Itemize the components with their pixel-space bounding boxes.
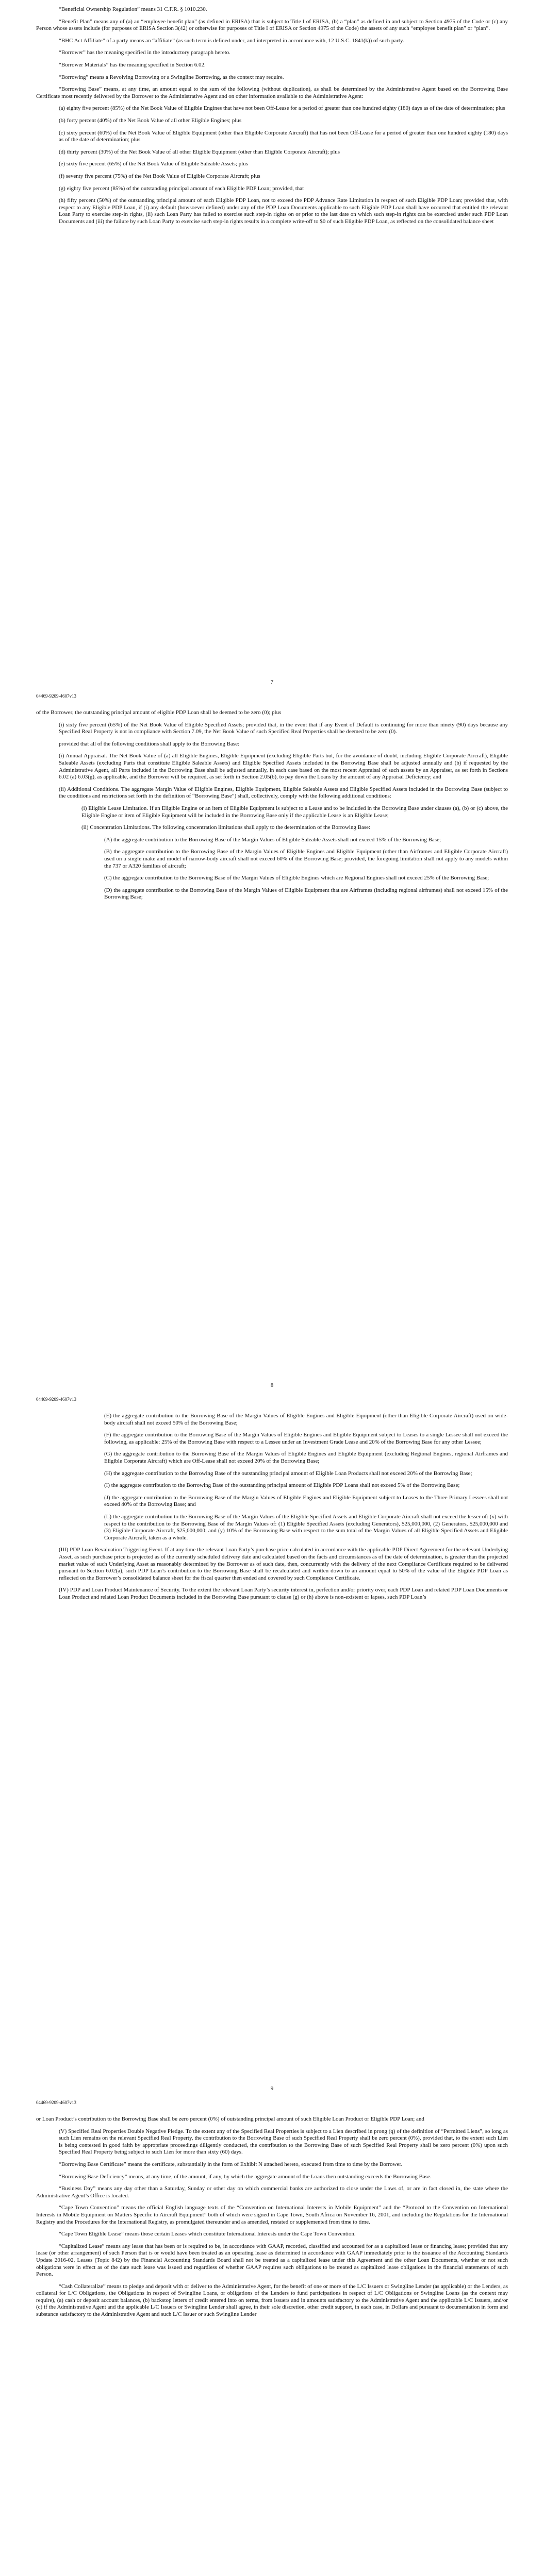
concentration-item-c: (C) the aggregate contribution to the Borrowing Base of the Margin Values of Eligible Engines which are Regional Engines shall not exceed 25% of the Borrowing Base;: [104, 875, 489, 882]
definition-borrowing-base: “Borrowing Base” means, at any time, an amount equal to the sum of the following (without duplication), as shall be determined by the Administrative Agent based on the Borrowing Base Certificate most recently delivered by the Borrower to the Administrative Agent and on other information available to the Administrative Agent:: [36, 86, 508, 99]
concentration-item-j: (J) the aggregate contribution to the Borrowing Base of the Margin Values of Eligible Engines and Eligible Equipment subject to Leases to the Three Primary Lessees shall not exceed 40% of the Borrowing Base; and: [104, 1494, 508, 1508]
page-number: 9: [270, 2086, 274, 2092]
borrowing-base-clause-b: (b) forty percent (40%) of the Net Book Value of all other Eligible Engines; plus: [59, 117, 242, 124]
definition-capitalized-lease: “Capitalized Lease” means any lease that has been or is required to be, in accordance with GAAP, recorded, classified and accounted for as a capitalized lease or financing lease; provided that any lease (or other arrangement) of such Person that is or would have been treated as an operating lease as determined in accordance with GAAP immediately prior to the issuance of the Accounting Standards Update 2016-02, Leases (Topic 842) by the Financial Accounting Standards Board shall not be treated as a capitalized lease under this Agreement and the other Loan Documents, whether or not such obligations were in effect as of the date such lease was issued and regardless of whether GAAP requires such obligations to be treated as capitalized lease obligations in the financial statements of such Person.: [36, 2243, 508, 2278]
pdp-loan-revaluation-triggering-event: (III) PDP Loan Revaluation Triggering Event. If at any time the relevant Loan Party’s purchase price calculated in accordance with the applicable PDP Direct Agreement for the relevant Underlying Asset, as such purchase price is projected as of the currently scheduled delivery date and calculated based on the facts and circumstances as of the date of determination, is greater than the projected market value of such Underlying Asset as reasonably determined by the Borrower as of such date, then, concurrently with the delivery of the next Compliance Certificate required to be delivered pursuant to Section 6.02(a), such PDP Loan’s contribution to the Borrowing Base shall be recalculated and written down to an amount equal to 50% of the value of the Eligible PDP Loan as reflected on the Borrower’s consolidated balance sheet for the fiscal quarter then ended and covered by such Compliance Certificate.: [59, 1547, 508, 1581]
definition-business-day: “Business Day” means any day other than a Saturday, Sunday or other day on which commercial banks are authorized to close under the Laws of, or are in fact closed in, the state where the Administrative Agent’s Office is located.: [36, 2185, 508, 2199]
borrowing-base-clause-d: (d) thirty percent (30%) of the Net Book Value of all other Eligible Equipment (other than Eligible Corporate Aircraft); plus: [59, 148, 340, 155]
concentration-item-h: (H) the aggregate contribution to the Borrowing Base of the outstanding principal amount of Eligible Loan Products shall not exceed 20% of the Borrowing Base;: [104, 1470, 472, 1477]
concentration-item-f: (F) the aggregate contribution to the Borrowing Base of the Margin Values of Eligible Engines and Eligible Equipment subject to Leases to a single Lessee shall not exceed the following, as applicable: 25% of the Borrowing Base with respect to a Lessee under an Investment Grade Lease and 20% of the Borrowing Base for any other Lessee;: [104, 1432, 508, 1445]
definition-benefit-plan: “Benefit Plan” means any of (a) an “employee benefit plan” (as defined in ERISA) that is subject to Title I of ERISA, (b) a “plan” as defined in and subject to Section 4975 of the Code or (c) any Person whose assets include (for purposes of ERISA Section 3(42) or otherwise for purposes of Title I of ERISA or Section 4975 of the Code) the assets of any such “employee benefit plan” or “plan”.: [36, 18, 508, 32]
condition-additional-conditions: (ii) Additional Conditions. The aggregate Margin Value of Eligible Engines, Eligible Equipment, Eligible Saleable Assets and Eligible Specified Assets included in the Borrowing Base (subject to the conditions and restrictions set forth in the definition of “Borrowing Base”) shall, collectively, comply with the following additional conditions:: [59, 786, 508, 800]
definition-cape-town-eligible-lease: “Cape Town Eligible Lease” means those certain Leases which constitute International Interests under the Cape Town Convention.: [59, 2231, 356, 2238]
definition-cape-town-convention: “Cape Town Convention” means the official English language texts of the “Convention on International Interests in Mobile Equipment” and the “Protocol to the Convention on International Interests in Mobile Equipment on Matters Specific to Aircraft Equipment” both of which were signed in Cape Town, South Africa on November 16, 2001, and including the Regulations for the International Registry and the Procedures for the International Registry, as promulgated thereunder and as amended, restated or supplemented from time to time.: [36, 2205, 508, 2225]
borrowing-base-clause-a: (a) eighty five percent (85%) of the Net Book Value of Eligible Engines that have not been Off-Lease for a period of greater than one hundred eighty (180) days as of the date of determination; plus: [59, 105, 505, 112]
concentration-limitations: (ii) Concentration Limitations. The following concentration limitations shall apply to the determination of the Borrowing Base:: [81, 824, 371, 831]
definition-borrowing: “Borrowing” means a Revolving Borrowing or a Swingline Borrowing, as the context may require.: [59, 74, 284, 80]
paragraph-continuation: or Loan Product’s contribution to the Borrowing Base shall be zero percent (0%) of outstanding principal amount of such Eligible Loan Product or Eligible PDP Loan; and: [36, 2116, 424, 2122]
definition-borrower-materials: “Borrower Materials” has the meaning specified in Section 6.02.: [59, 61, 206, 68]
paragraph-continuation: of the Borrower, the outstanding principal amount of eligible PDP Loan shall be deemed to be zero (0); plus: [36, 709, 282, 716]
pdp-loan-product-maintenance-of-security: (IV) PDP and Loan Product Maintenance of Security. To the extent the relevant Loan Party’s security interest in, perfection and/or priority over, each PDP Loan and related PDP Loan Documents or Loan Product and related Loan Product Documents included in the Borrowing Base pursuant to clause (g) or (h) above is non-existent or lapses, such PDP Loan’s: [59, 1587, 508, 1600]
specified-real-properties-double-negative-pledge: (V) Specified Real Properties Double Negative Pledge. To the extent any of the Specified Real Properties is subject to a Lien described in prong (q) of the definition of “Permitted Liens”, so long as such Lien remains on the relevant Specified Real Property, the contribution to the Borrowing Base of such Specified Real Property shall be zero percent (0%), provided that, to the extent such Lien is being contested in good faith by appropriate proceedings diligently conducted, the contribution to the Borrowing Base of such Specified Real Property shall be zero percent (0%) upon such Specified Real Property being subject to such Lien for more than sixty (60) days.: [59, 2128, 508, 2156]
definition-borrowing-base-deficiency: “Borrowing Base Deficiency” means, at any time, of the amount, if any, by which the aggregate amount of the Loans then outstanding exceeds the Borrowing Base.: [59, 2173, 432, 2180]
page-number: 8: [270, 1382, 274, 1388]
eligible-lease-limitation: (i) Eligible Lease Limitation. If an Eligible Engine or an item of Eligible Equipment is subject to a Lease and to be included in the Borrowing Base under clauses (a), (b) or (c) above, the Eligible Engine or item of Eligible Equipment will be included in the Borrowing Base only if the applicable Lease is an Eligible Lease;: [81, 805, 508, 819]
definition-borrower: “Borrower” has the meaning specified in the introductory paragraph hereto.: [59, 49, 230, 56]
document-page-8: [0, 703, 544, 1406]
borrowing-base-clause-i: (i) sixty five percent (65%) of the Net Book Value of Eligible Specified Assets; provided that, in the event that if any Event of Default is continuing for more than ninety (90) days because any Specified Real Property is not in compliance with Section 7.09, the Net Book Value of such Specified Real Properties shall be deemed to be zero (0).: [59, 721, 508, 735]
document-page-7: [0, 0, 544, 703]
borrowing-base-clause-e: (e) sixty five percent (65%) of the Net Book Value of Eligible Saleable Assets; plus: [59, 161, 248, 167]
definition-cash-collateralize: “Cash Collateralize” means to pledge and deposit with or deliver to the Administrative Agent, for the benefit of one or more of the L/C Issuers or Swingline Lender (as applicable) or the Lenders, as collateral for L/C Obligations, the Obligations in respect of Swingline Loans, or obligations of the Lenders to fund participations in respect of L/C Obligations or Swingline Loans (as the context may require), (a) cash or deposit account balances, (b) backstop letters of credit entered into on terms, from issuers and in amounts satisfactory to the Administrative Agent and the applicable L/C Issuers, and/or (c) if the Administrative Agent and the applicable L/C Issuers or Swingline Lender shall agree, in their sole discretion, other credit support, in each case, in Dollars and pursuant to documentation in form and substance satisfactory to the Administrative Agent and such L/C Issuer or such Swingline Lender: [36, 2283, 508, 2318]
concentration-item-l: (L) the aggregate contribution to the Borrowing Base of the Margin Values of the Eligible Specified Assets and Eligible Corporate Aircraft shall not exceed the lesser of: (x) with respect to the contribution to the Borrowing Base of the Margin Values of: (1) Eligible Specified Assets (excluding Generators), $25,000,000, (2) Generators, $25,000,000 and (3) Eligible Corporate Aircraft, $25,000,000; and (y) 10% of the Borrowing Base with respect to the sum total of the Margin Values of all Eligible Specified Assets and Eligible Corporate Aircraft, taken as a whole.: [104, 1513, 508, 1541]
concentration-item-b: (B) the aggregate contribution to the Borrowing Base of the Margin Values of Eligible Engines and Eligible Equipment (other than Airframes and Eligible Corporate Aircraft) used on a single make and model of narrow-body aircraft shall not exceed 60% of the Borrowing Base; provided, the foregoing limitation shall not apply to any models within the 737 or A320 families of aircraft;: [104, 849, 508, 869]
concentration-item-i: (I) the aggregate contribution to the Borrowing Base of the outstanding principal amount of Eligible PDP Loans shall not exceed 5% of the Borrowing Base;: [104, 1482, 460, 1489]
definition-borrowing-base-certificate: “Borrowing Base Certificate” means the certificate, substantially in the form of Exhibit N attached hereto, executed from time to time by the Borrower.: [59, 2161, 403, 2167]
condition-annual-appraisal: (i) Annual Appraisal. The Net Book Value of (a) all Eligible Engines, Eligible Equipment (excluding Eligible Parts but, for the avoidance of doubt, including Eligible Corporate Aircraft), Eligible Saleable Assets (excluding Parts that constitute Eligible Saleable Assets) and Eligible Specified Assets included in the Borrowing Base shall be adjusted annually and (b) if requested by the Administrative Agent, all Parts included in the Borrowing Base shall be adjusted annually, in each case based on the most recent Appraisal of such assets by an Appraiser, as set forth in Sections 6.02 (a) 6.03(g), as applicable, and the Borrower will be required, as set forth in Section 2.05(b), to pay down the Loans by the amount of any Appraisal Deficiency; and: [59, 753, 508, 781]
borrowing-base-clause-g: (g) eighty five percent (85%) of the outstanding principal amount of each Eligible PDP Loan; provided, that: [59, 185, 304, 192]
document-page-9: [0, 1406, 544, 2110]
borrowing-base-clause-c: (c) sixty percent (60%) of the Net Book Value of Eligible Equipment (other than Eligible Corporate Aircraft) that has not been Off-Lease for a period of greater than one hundred eighty (180) days as of the date of determination; plus: [59, 129, 508, 143]
borrowing-base-clause-f: (f) seventy five percent (75%) of the Net Book Value of Eligible Corporate Aircraft; plus: [59, 173, 260, 179]
document-footer: 04469-9209-4607v13: [36, 1397, 76, 1402]
definition-bhc-act-affiliate: “BHC Act Affiliate” of a party means an “affiliate” (as such term is defined under, and interpreted in accordance with, 12 U.S.C. 1841(k)) of such party.: [59, 37, 404, 44]
concentration-item-a: (A) the aggregate contribution to the Borrowing Base of the Margin Values of Eligible Saleable Assets shall not exceed 15% of the Borrowing Base;: [104, 836, 441, 843]
document-footer: 04469-9209-4607v13: [36, 693, 76, 699]
concentration-item-d: (D) the aggregate contribution to the Borrowing Base of the Margin Values of Eligible Equipment that are Airframes (including regional airframes) shall not exceed 15% of the Borrowing Base;: [104, 887, 508, 901]
borrowing-base-clause-h: (h) fifty percent (50%) of the outstanding principal amount of each Eligible PDP Loan, not to exceed the PDP Advance Rate Limitation in respect of such Eligible PDP Loan; provided that, with respect to any Eligible PDP Loan, if (i) any default (howsoever defined) under any of the PDP Loan Documents applicable to such Eligible PDP Loan shall have occurred that entitled the relevant Loan Party to exercise step-in rights, (ii) such Loan Party has failed to exercise such step-in rights on or prior to the last date on which such step-in rights can be exercised under such PDP Loan Documents and (iii) the failure by such Loan Party to exercise such step-in rights results in a complete write-off to $0 of such Eligible PDP Loan, as reflected on the consolidated balance sheet: [59, 197, 508, 225]
definition-beneficial-ownership-regulation: “Beneficial Ownership Regulation” means 31 C.F.R. § 1010.230.: [59, 6, 207, 12]
concentration-item-e: (E) the aggregate contribution to the Borrowing Base of the Margin Values of Eligible Engines and Eligible Equipment (other than Eligible Corporate Aircraft) used on wide-body aircraft shall not exceed 50% of the Borrowing Base;: [104, 1413, 508, 1426]
document-page-10: [0, 2110, 544, 2576]
page-number: 7: [270, 679, 274, 685]
proviso-intro: provided that all of the following conditions shall apply to the Borrowing Base:: [59, 740, 240, 747]
concentration-item-g: (G) the aggregate contribution to the Borrowing Base of the Margin Values of Eligible Engines and Eligible Equipment (excluding Regional Engines, regional Airframes and Eligible Corporate Aircraft) which are Off-Lease shall not exceed 20% of the Borrowing Base;: [104, 1451, 508, 1464]
document-footer: 04469-9209-4607v13: [36, 2100, 76, 2105]
